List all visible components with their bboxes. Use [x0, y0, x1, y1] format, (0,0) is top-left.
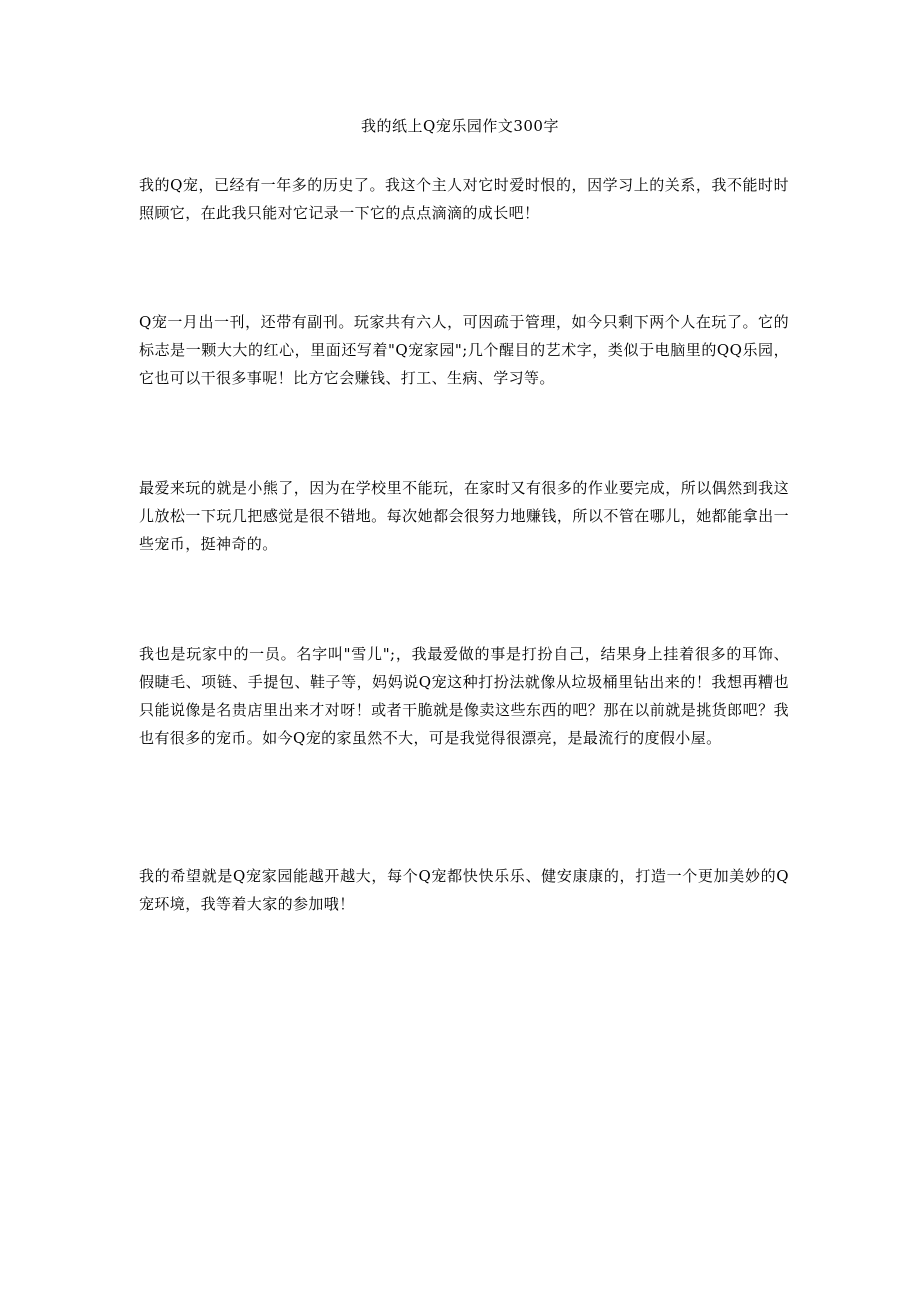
- document-title: 我的纸上Q宠乐园作文300字: [361, 117, 559, 135]
- paragraph-2: Q宠一月出一刊，还带有副刊。玩家共有六人，可因疏于管理，如今只剩下两个人在玩了。它的标志是一颗大大的红心，里面还写着"Q宠家园";几个醒目的艺术字，类似于电脑里的QQ乐园，它也可以干很多事呢！比方它会赚钱、打工、生病、学习等。: [139, 313, 789, 387]
- paragraph-3: 最爱来玩的就是小熊了，因为在学校里不能玩，在家时又有很多的作业要完成，所以偶然到我这儿放松一下玩几把感觉是很不错地。每次她都会很努力地赚钱，所以不管在哪儿，她都能拿出一些宠币，挺神奇的。: [139, 479, 789, 553]
- paragraph-4: 我也是玩家中的一员。名字叫"雪儿";，我最爱做的事是打扮自己，结果身上挂着很多的耳饰、假睫毛、项链、手提包、鞋子等，妈妈说Q宠这种打扮法就像从垃圾桶里钻出来的！我想再糟也只能说像是名贵店里出来才对呀！或者干脆就是像卖这些东西的吧？那在以前就是挑货郎吧？我也有很多的宠币。如今Q宠的家虽然不大，可是我觉得很漂亮，是最流行的度假小屋。: [139, 645, 789, 747]
- paragraph-5: 我的希望就是Q宠家园能越开越大，每个Q宠都快快乐乐、健安康康的，打造一个更加美妙的Q宠环境，我等着大家的参加哦！: [139, 867, 789, 913]
- paragraph-1: 我的Q宠，已经有一年多的历史了。我这个主人对它时爱时恨的，因学习上的关系，我不能时时照顾它，在此我只能对它记录一下它的点点滴滴的成长吧！: [139, 176, 789, 222]
